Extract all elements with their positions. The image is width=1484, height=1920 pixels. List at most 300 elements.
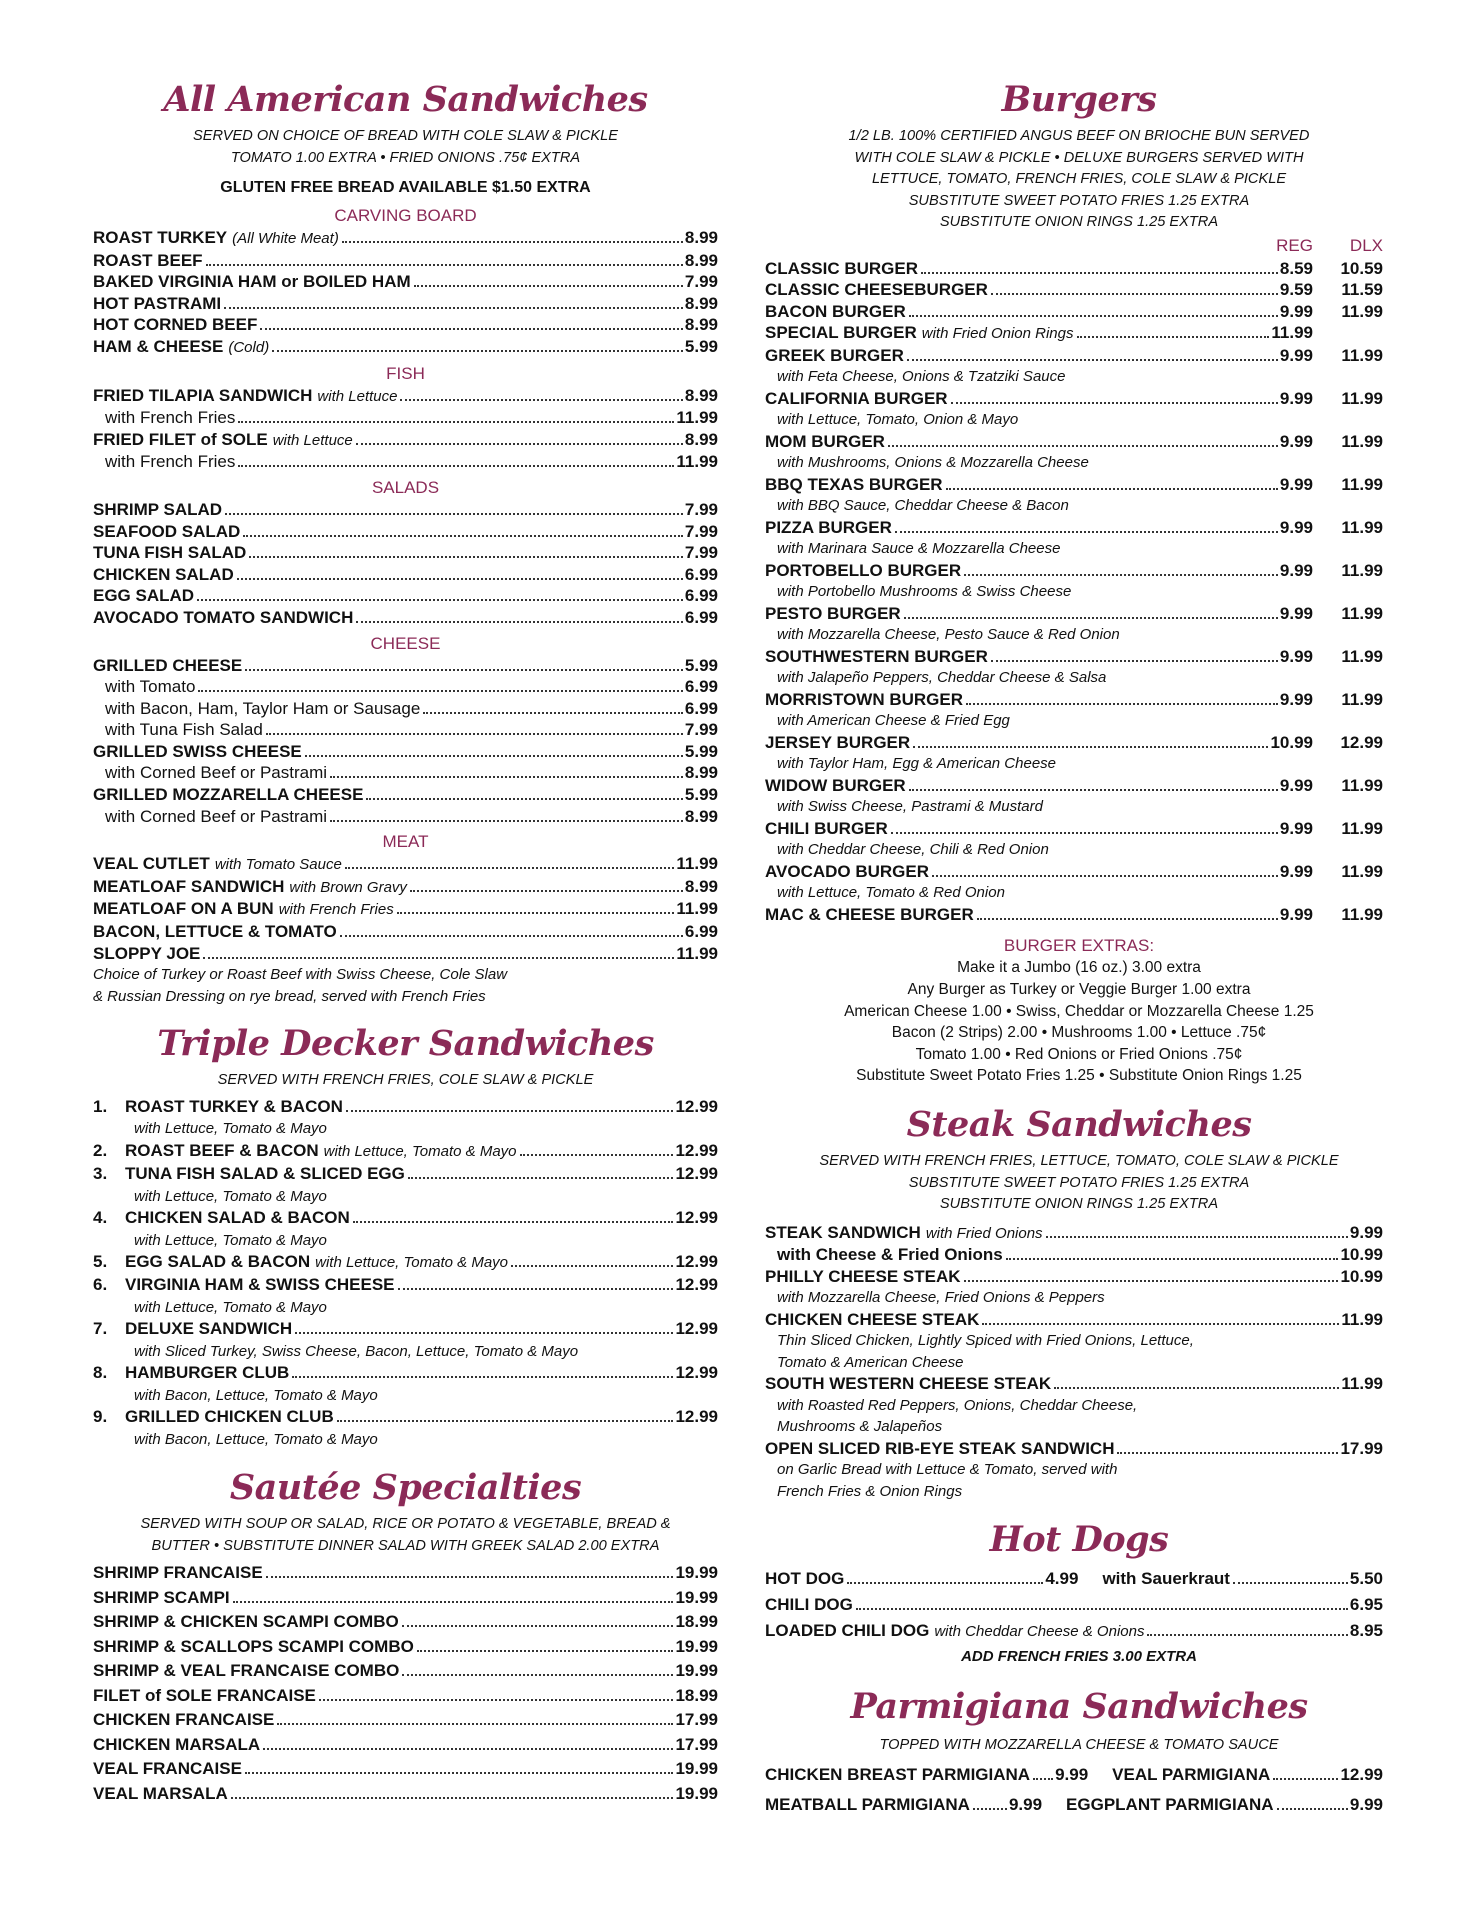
item-price: 19.99: [675, 1636, 718, 1656]
item-name: AVOCADO TOMATO SANDWICH: [93, 607, 354, 627]
item-price: 18.99: [675, 1612, 718, 1632]
item-number: 7.: [93, 1319, 108, 1339]
dot-leader: [206, 264, 683, 266]
item-name: with Tuna Fish Salad: [105, 720, 263, 740]
item-price: 11.99: [676, 452, 718, 472]
burger-name: PESTO BURGER: [765, 603, 901, 623]
item-price: 8.99: [684, 228, 718, 247]
burgers-title: Burgers: [1001, 79, 1157, 120]
item-price: 6.99: [684, 677, 718, 697]
item-price: 18.99: [675, 1685, 718, 1705]
burger-reg-price: 9.99: [1279, 818, 1313, 838]
dot-leader: [921, 272, 1278, 274]
item-number: 3.: [93, 1164, 108, 1184]
dot-leader: [224, 307, 683, 309]
item-name: TUNA FISH SALAD & SLICED EGG: [125, 1164, 405, 1184]
dot-leader: [913, 746, 1268, 748]
steak-name: PHILLY CHEESE STEAK: [765, 1266, 961, 1286]
steak-description: Thin Sliced Chicken, Lightly Spiced with Fried Onions, Lettuce,: [777, 1332, 1194, 1350]
dot-leader: [277, 1723, 673, 1725]
item-price: 12.99: [675, 1096, 718, 1116]
item-detail: with Lettuce, Tomato & Mayo: [134, 1187, 327, 1205]
dot-leader: [292, 1376, 673, 1378]
item-price: 8.99: [684, 315, 718, 335]
burger-name: MORRISTOWN BURGER: [765, 689, 964, 709]
saute-list: [93, 1561, 718, 1806]
menu-item-row: [93, 1251, 718, 1275]
burger-notes: [765, 126, 1393, 234]
burger-dlx-price: 11.99: [1341, 904, 1383, 924]
item-price: 5.99: [684, 741, 718, 761]
steak-row: [765, 1266, 1393, 1288]
steak-row: [765, 1244, 1393, 1266]
burger-name: JERSEY BURGER: [765, 732, 911, 752]
item-price: 12.99: [675, 1208, 718, 1228]
steak-price: 11.99: [1341, 1309, 1383, 1329]
menu-item-row: [93, 385, 718, 408]
dot-leader: [245, 669, 683, 671]
burger-description: with Mozzarella Cheese, Pesto Sauce & Red Onion: [777, 626, 1120, 644]
dot-leader: [198, 690, 683, 692]
burger-row: [765, 279, 1393, 301]
item-number: 4.: [93, 1208, 108, 1228]
steak-name: STEAK SANDWICH: [765, 1222, 921, 1242]
dot-leader: [243, 535, 683, 537]
burger-dlx-price: 11.99: [1341, 301, 1383, 321]
chili-dog-row: [765, 1592, 1393, 1618]
gluten-free-note: GLUTEN FREE BREAD AVAILABLE $1.50 EXTRA: [220, 179, 591, 196]
burger-inline-desc: with Fried Onion Rings: [921, 325, 1074, 343]
dot-leader: [946, 488, 1278, 490]
menu-item-row: [93, 1659, 718, 1684]
dot-leader: [417, 1650, 674, 1652]
item-detail: with Lettuce, Tomato & Mayo: [134, 1231, 327, 1249]
menu-item-row: [93, 336, 718, 359]
item-name: MEATLOAF ON A BUN: [93, 899, 274, 919]
menu-item-row: [93, 1207, 718, 1230]
dot-leader: [305, 755, 683, 757]
menu-item-row: [93, 1757, 718, 1782]
dot-leader: [951, 402, 1278, 404]
menu-item-row: [93, 1140, 718, 1164]
menu-item-row: [93, 741, 718, 763]
burger-description: with Swiss Cheese, Pastrami & Mustard: [777, 798, 1043, 816]
dot-leader: [932, 875, 1278, 877]
item-name: GRILLED MOZZARELLA CHEESE: [93, 785, 364, 805]
dot-leader: [964, 574, 1278, 576]
menu-item-row: [93, 585, 718, 607]
burger-dlx-price: 11.99: [1341, 517, 1383, 537]
dot-leader: [907, 359, 1278, 361]
item-description: (Cold): [228, 338, 270, 356]
burger-description: with Mushrooms, Onions & Mozzarella Cheese: [777, 454, 1089, 472]
triple-decker-list: [93, 1096, 718, 1450]
dot-leader: [346, 1110, 674, 1112]
burger-name: PORTOBELLO BURGER: [765, 560, 962, 580]
burger-description: with American Cheese & Fried Egg: [777, 712, 1010, 730]
menu-item-row: [93, 1096, 718, 1119]
item-name: SLOPPY JOE: [93, 943, 201, 963]
meatball-parm-name: MEATBALL PARMIGIANA: [765, 1795, 970, 1815]
all-american-title: All American Sandwiches: [163, 79, 648, 120]
item-description: with Tomato Sauce: [214, 856, 342, 874]
item-price: 6.99: [684, 922, 718, 942]
saute-title: Sautée Specialties: [229, 1467, 582, 1509]
burger-extra-line: Make it a Jumbo (16 oz.) 3.00 extra: [957, 959, 1201, 977]
menu-item-row: [93, 542, 718, 564]
item-description: with Lettuce: [272, 431, 353, 449]
section-heading: CHEESE: [370, 633, 441, 653]
menu-item-row: [93, 250, 718, 272]
item-price: 8.99: [684, 293, 718, 313]
burger-name: GREEK BURGER: [765, 345, 904, 365]
dot-leader: [260, 328, 683, 330]
item-name: MEATLOAF SANDWICH: [93, 876, 285, 896]
menu-item-row: [93, 898, 718, 921]
item-name: VEAL MARSALA: [93, 1783, 228, 1803]
dot-leader: [295, 1332, 673, 1334]
item-name: HOT PASTRAMI: [93, 293, 222, 313]
item-detail: with Bacon, Lettuce, Tomato & Mayo: [134, 1430, 378, 1448]
burger-reg-price: 9.99: [1279, 517, 1313, 537]
menu-item-row: [93, 1684, 718, 1709]
item-price: 6.99: [684, 607, 718, 627]
burger-name: CLASSIC CHEESEBURGER: [765, 280, 988, 300]
section-heading: FISH: [386, 363, 425, 383]
item-name: SHRIMP FRANCAISE: [93, 1563, 263, 1583]
menu-item-row: [93, 1586, 718, 1611]
burger-note: WITH COLE SLAW & PICKLE • DELUXE BURGERS SERVED WITH: [854, 149, 1304, 166]
steak-note: SUBSTITUTE ONION RINGS 1.25 EXTRA: [939, 1196, 1219, 1213]
steak-description: French Fries & Onion Rings: [777, 1482, 963, 1500]
burger-extra-line: American Cheese 1.00 • Swiss, Cheddar or Mozzarella Cheese 1.25: [844, 1002, 1314, 1020]
menu-item-row: [93, 676, 718, 698]
parm-row-1: [765, 1760, 1393, 1790]
item-detail: with Sliced Turkey, Swiss Cheese, Bacon, Lettuce, Tomato & Mayo: [134, 1342, 579, 1360]
burger-row: [765, 689, 1393, 711]
burger-description: with Lettuce, Tomato & Red Onion: [777, 884, 1005, 902]
left-column: [93, 78, 718, 1806]
right-column: [765, 78, 1393, 1820]
hot-dogs-title: Hot Dogs: [989, 1518, 1169, 1560]
eggplant-parm-name: EGGPLANT PARMIGIANA: [1066, 1795, 1274, 1815]
menu-item-row: [93, 521, 718, 543]
menu-item-row: [93, 1561, 718, 1586]
dot-leader: [991, 293, 1278, 295]
burger-reg-price: 9.99: [1279, 345, 1313, 365]
menu-item-row: [93, 607, 718, 629]
item-name: SHRIMP SCAMPI: [93, 1587, 230, 1607]
item-price: 7.99: [684, 543, 718, 563]
steak-row: [765, 1438, 1393, 1460]
burger-dlx-price: 11.99: [1341, 431, 1383, 451]
section-heading: SALADS: [371, 477, 440, 497]
menu-item-row: [93, 921, 718, 943]
menu-item-row: [93, 806, 718, 828]
dot-leader: [909, 315, 1278, 317]
section-heading: MEAT: [382, 832, 429, 852]
menu-item-row: [93, 1318, 718, 1341]
burger-reg-price: 11.99: [1271, 323, 1313, 343]
burger-row: [765, 258, 1393, 280]
burger-name: MAC & CHEESE BURGER: [765, 904, 974, 924]
hot-dog-row: [765, 1566, 1393, 1592]
burger-row: [765, 431, 1393, 453]
dot-leader: [977, 918, 1278, 920]
dot-leader: [909, 789, 1278, 791]
dot-leader: [966, 703, 1278, 705]
item-number: 1.: [93, 1096, 108, 1116]
item-name: with French Fries: [105, 408, 236, 428]
dot-leader: [342, 241, 683, 243]
burger-dlx-price: 11.59: [1341, 280, 1383, 300]
chili-dog-price: 6.95: [1349, 1594, 1383, 1614]
burger-name: MOM BURGER: [765, 431, 885, 451]
american-note-1: SERVED ON CHOICE OF BREAD WITH COLE SLAW & PICKLE: [193, 128, 618, 144]
dot-leader: [245, 1772, 674, 1774]
item-name: FRIED TILAPIA SANDWICH: [93, 385, 313, 405]
dot-leader: [266, 733, 683, 735]
item-description: with Brown Gravy: [289, 878, 407, 896]
burger-reg-price: 9.99: [1279, 301, 1313, 321]
menu-item-row: [93, 1406, 718, 1429]
item-price: 12.99: [675, 1164, 718, 1184]
dot-leader: [520, 1154, 674, 1156]
item-name: with Corned Beef or Pastrami: [105, 763, 328, 783]
item-name: BAKED VIRGINIA HAM or BOILED HAM: [93, 272, 411, 292]
dot-leader: [1077, 336, 1270, 338]
item-number: 5.: [93, 1251, 108, 1271]
hot-dog-price: 4.99: [1045, 1568, 1079, 1588]
item-price: 7.99: [684, 720, 718, 740]
item-price: 11.99: [676, 854, 718, 874]
burger-dlx-price: 11.99: [1341, 388, 1383, 408]
burger-dlx-price: 12.99: [1340, 732, 1383, 752]
item-name: GRILLED SWISS CHEESE: [93, 741, 302, 761]
dot-leader: [402, 1625, 674, 1627]
steak-notes: [765, 1151, 1393, 1216]
sauerkraut-price: 5.50: [1349, 1568, 1383, 1588]
burger-description: with Cheddar Cheese, Chili & Red Onion: [777, 841, 1049, 859]
item-detail: with Bacon, Lettuce, Tomato & Mayo: [134, 1386, 378, 1404]
item-name: SEAFOOD SALAD: [93, 521, 241, 541]
menu-item-row: [93, 1733, 718, 1758]
burger-reg-price: 9.99: [1279, 388, 1313, 408]
dot-leader: [991, 660, 1278, 662]
burger-extra-line: Any Burger as Turkey or Veggie Burger 1.00 extra: [907, 981, 1251, 999]
dot-leader: [402, 1674, 673, 1676]
burger-row: [765, 732, 1393, 754]
burger-row: [765, 388, 1393, 410]
veal-parm-name: VEAL PARMIGIANA: [1112, 1765, 1271, 1785]
item-description: (All White Meat): [232, 230, 339, 247]
menu-item-row: [93, 784, 718, 806]
burger-dlx-price: 11.99: [1341, 474, 1383, 494]
chili-dog-name: CHILI DOG: [765, 1594, 853, 1614]
burger-row: [765, 818, 1393, 840]
dot-leader: [319, 1699, 674, 1701]
menu-item-row: [93, 499, 718, 521]
burger-row: [765, 560, 1393, 582]
burger-description: with Portobello Mushrooms & Swiss Cheese: [777, 583, 1072, 601]
dot-leader: [345, 867, 675, 869]
saute-note-2: BUTTER • SUBSTITUTE DINNER SALAD WITH GREEK SALAD 2.00 EXTRA: [151, 1537, 660, 1554]
burger-dlx-price: 10.59: [1340, 258, 1383, 278]
burger-reg-price: 9.99: [1279, 861, 1313, 881]
saute-note-1: SERVED WITH SOUP OR SALAD, RICE OR POTATO & VEGETABLE, BREAD &: [140, 1516, 671, 1533]
dot-leader: [1006, 1258, 1339, 1260]
steak-inline-desc: with Fried Onions: [925, 1224, 1043, 1242]
burger-reg-price: 9.99: [1279, 560, 1313, 580]
steak-row: [765, 1309, 1393, 1331]
steak-description: with Roasted Red Peppers, Onions, Cheddar Cheese,: [777, 1396, 1138, 1414]
burger-reg-price: 9.99: [1279, 689, 1313, 709]
burger-dlx-price: 11.99: [1341, 689, 1383, 709]
item-price: 8.99: [684, 385, 718, 405]
burger-price-header: [765, 234, 1393, 258]
dot-leader: [249, 556, 683, 558]
burger-name: WIDOW BURGER: [765, 775, 906, 795]
item-name: SHRIMP & CHICKEN SCAMPI COMBO: [93, 1612, 399, 1632]
menu-item-row: [93, 876, 718, 899]
menu-item-row: [93, 293, 718, 315]
burger-row: [765, 904, 1393, 926]
burger-reg-price: 9.59: [1279, 280, 1313, 300]
burger-row: [765, 517, 1393, 539]
burger-name: BBQ TEXAS BURGER: [765, 474, 943, 494]
dot-leader: [410, 890, 683, 892]
item-price: 19.99: [675, 1759, 718, 1779]
item-price: 8.99: [684, 806, 718, 826]
burger-description: with BBQ Sauce, Cheddar Cheese & Bacon: [777, 497, 1069, 515]
burger-extras: [765, 957, 1393, 1087]
burger-note: LETTUCE, TOMATO, FRENCH FRIES, COLE SLAW & PICKLE: [871, 171, 1287, 187]
veal-parm-price: 12.99: [1340, 1765, 1383, 1785]
reg-header: REG: [1276, 235, 1313, 255]
burger-name: AVOCADO BURGER: [765, 861, 930, 881]
item-name: CHICKEN SALAD: [93, 564, 234, 584]
item-price: 7.99: [684, 499, 718, 519]
menu-item-row: [93, 943, 718, 965]
item-price: 12.99: [675, 1140, 718, 1160]
section-heading: CARVING BOARD: [334, 206, 477, 225]
menu-item-row: [93, 762, 718, 784]
parm-row-2: [765, 1790, 1393, 1820]
burger-row: [765, 345, 1393, 367]
item-price: 17.99: [675, 1734, 718, 1754]
item-price: 5.99: [684, 785, 718, 805]
burger-dlx-price: 11.99: [1341, 345, 1383, 365]
dot-leader: [225, 513, 683, 515]
dot-leader: [964, 1280, 1339, 1282]
loaded-chili-dog-name: LOADED CHILI DOG: [765, 1620, 930, 1640]
item-price: 5.99: [684, 655, 718, 675]
burger-dlx-price: 11.99: [1341, 818, 1383, 838]
steak-name: CHICKEN CHEESE STEAK: [765, 1309, 980, 1329]
item-name: CHICKEN FRANCAISE: [93, 1710, 275, 1730]
steak-row: [765, 1373, 1393, 1395]
item-name: VIRGINIA HAM & SWISS CHEESE: [125, 1275, 395, 1295]
item-price: 6.99: [684, 564, 718, 584]
item-name: VEAL FRANCAISE: [93, 1759, 242, 1779]
burger-name: CHILI BURGER: [765, 818, 888, 838]
item-price: 19.99: [675, 1783, 718, 1803]
item-name: HAMBURGER CLUB: [125, 1363, 290, 1383]
dot-leader: [1046, 1236, 1348, 1238]
burger-note: 1/2 LB. 100% CERTIFIED ANGUS BEEF ON BRIOCHE BUN SERVED: [848, 128, 1310, 144]
american-footnote-2: & Russian Dressing on rye bread, served with French Fries: [93, 988, 486, 1006]
dot-leader: [237, 578, 683, 580]
burger-description: with Marinara Sauce & Mozzarella Cheese: [777, 540, 1061, 558]
dot-leader: [353, 1221, 674, 1223]
steak-price: 11.99: [1341, 1374, 1383, 1394]
steak-row: [765, 1222, 1393, 1245]
dot-leader: [340, 935, 683, 937]
dot-leader: [203, 957, 674, 959]
item-name: ROAST BEEF & BACON: [125, 1140, 319, 1160]
item-name: GRILLED CHICKEN CLUB: [125, 1407, 334, 1427]
menu-item-row: [93, 1362, 718, 1385]
dot-leader: [1054, 1387, 1339, 1389]
burger-dlx-price: 11.99: [1341, 603, 1383, 623]
dot-leader: [238, 421, 674, 423]
burger-name: SPECIAL BURGER: [765, 323, 917, 343]
item-name: FRIED FILET of SOLE: [93, 429, 268, 449]
item-name: EGG SALAD: [93, 586, 195, 606]
burger-dlx-price: 11.99: [1341, 861, 1383, 881]
steak-list: [765, 1222, 1393, 1502]
item-price: 12.99: [675, 1407, 718, 1427]
item-price: 12.99: [675, 1275, 718, 1295]
item-name: VEAL CUTLET: [93, 854, 210, 874]
burger-reg-price: 9.99: [1279, 646, 1313, 666]
burger-row: [765, 322, 1393, 345]
dot-leader: [982, 1323, 1339, 1325]
dot-leader: [511, 1265, 673, 1267]
meatball-parm-price: 9.99: [1008, 1795, 1043, 1815]
burger-description: with Feta Cheese, Onions & Tzatziki Sauce: [777, 368, 1066, 386]
item-name: SHRIMP SALAD: [93, 499, 223, 519]
dot-leader: [895, 531, 1278, 533]
burger-description: with Jalapeño Peppers, Cheddar Cheese & Salsa: [777, 669, 1107, 687]
loaded-chili-dog-desc: with Cheddar Cheese & Onions: [934, 1622, 1145, 1640]
burger-name: BACON BURGER: [765, 301, 906, 321]
item-name: TUNA FISH SALAD: [93, 543, 247, 563]
dot-leader: [414, 285, 683, 287]
burger-dlx-price: 11.99: [1341, 775, 1383, 795]
menu-item-row: [93, 407, 718, 429]
dot-leader: [337, 1420, 674, 1422]
burger-reg-price: 9.99: [1279, 474, 1313, 494]
menu-item-row: [93, 1782, 718, 1807]
fries-extra-note: ADD FRENCH FRIES 3.00 EXTRA: [961, 1647, 1197, 1665]
menu-item-row: [93, 227, 718, 250]
burger-reg-price: 10.99: [1270, 732, 1313, 752]
item-description: with Lettuce, Tomato & Mayo: [323, 1142, 517, 1160]
dot-leader: [891, 832, 1278, 834]
burger-description: with Lettuce, Tomato, Onion & Mayo: [777, 411, 1019, 429]
triple-decker-title: Triple Decker Sandwiches: [157, 1023, 654, 1065]
menu-item-row: [93, 429, 718, 452]
burger-reg-price: 9.99: [1279, 775, 1313, 795]
dot-leader: [408, 1177, 674, 1179]
steak-price: 10.99: [1340, 1245, 1383, 1265]
menu-item-row: [93, 564, 718, 586]
dot-leader: [423, 712, 683, 714]
dot-leader: [238, 465, 674, 467]
menu-item-row: [93, 1163, 718, 1186]
steak-name: OPEN SLICED RIB-EYE STEAK SANDWICH: [765, 1438, 1115, 1458]
